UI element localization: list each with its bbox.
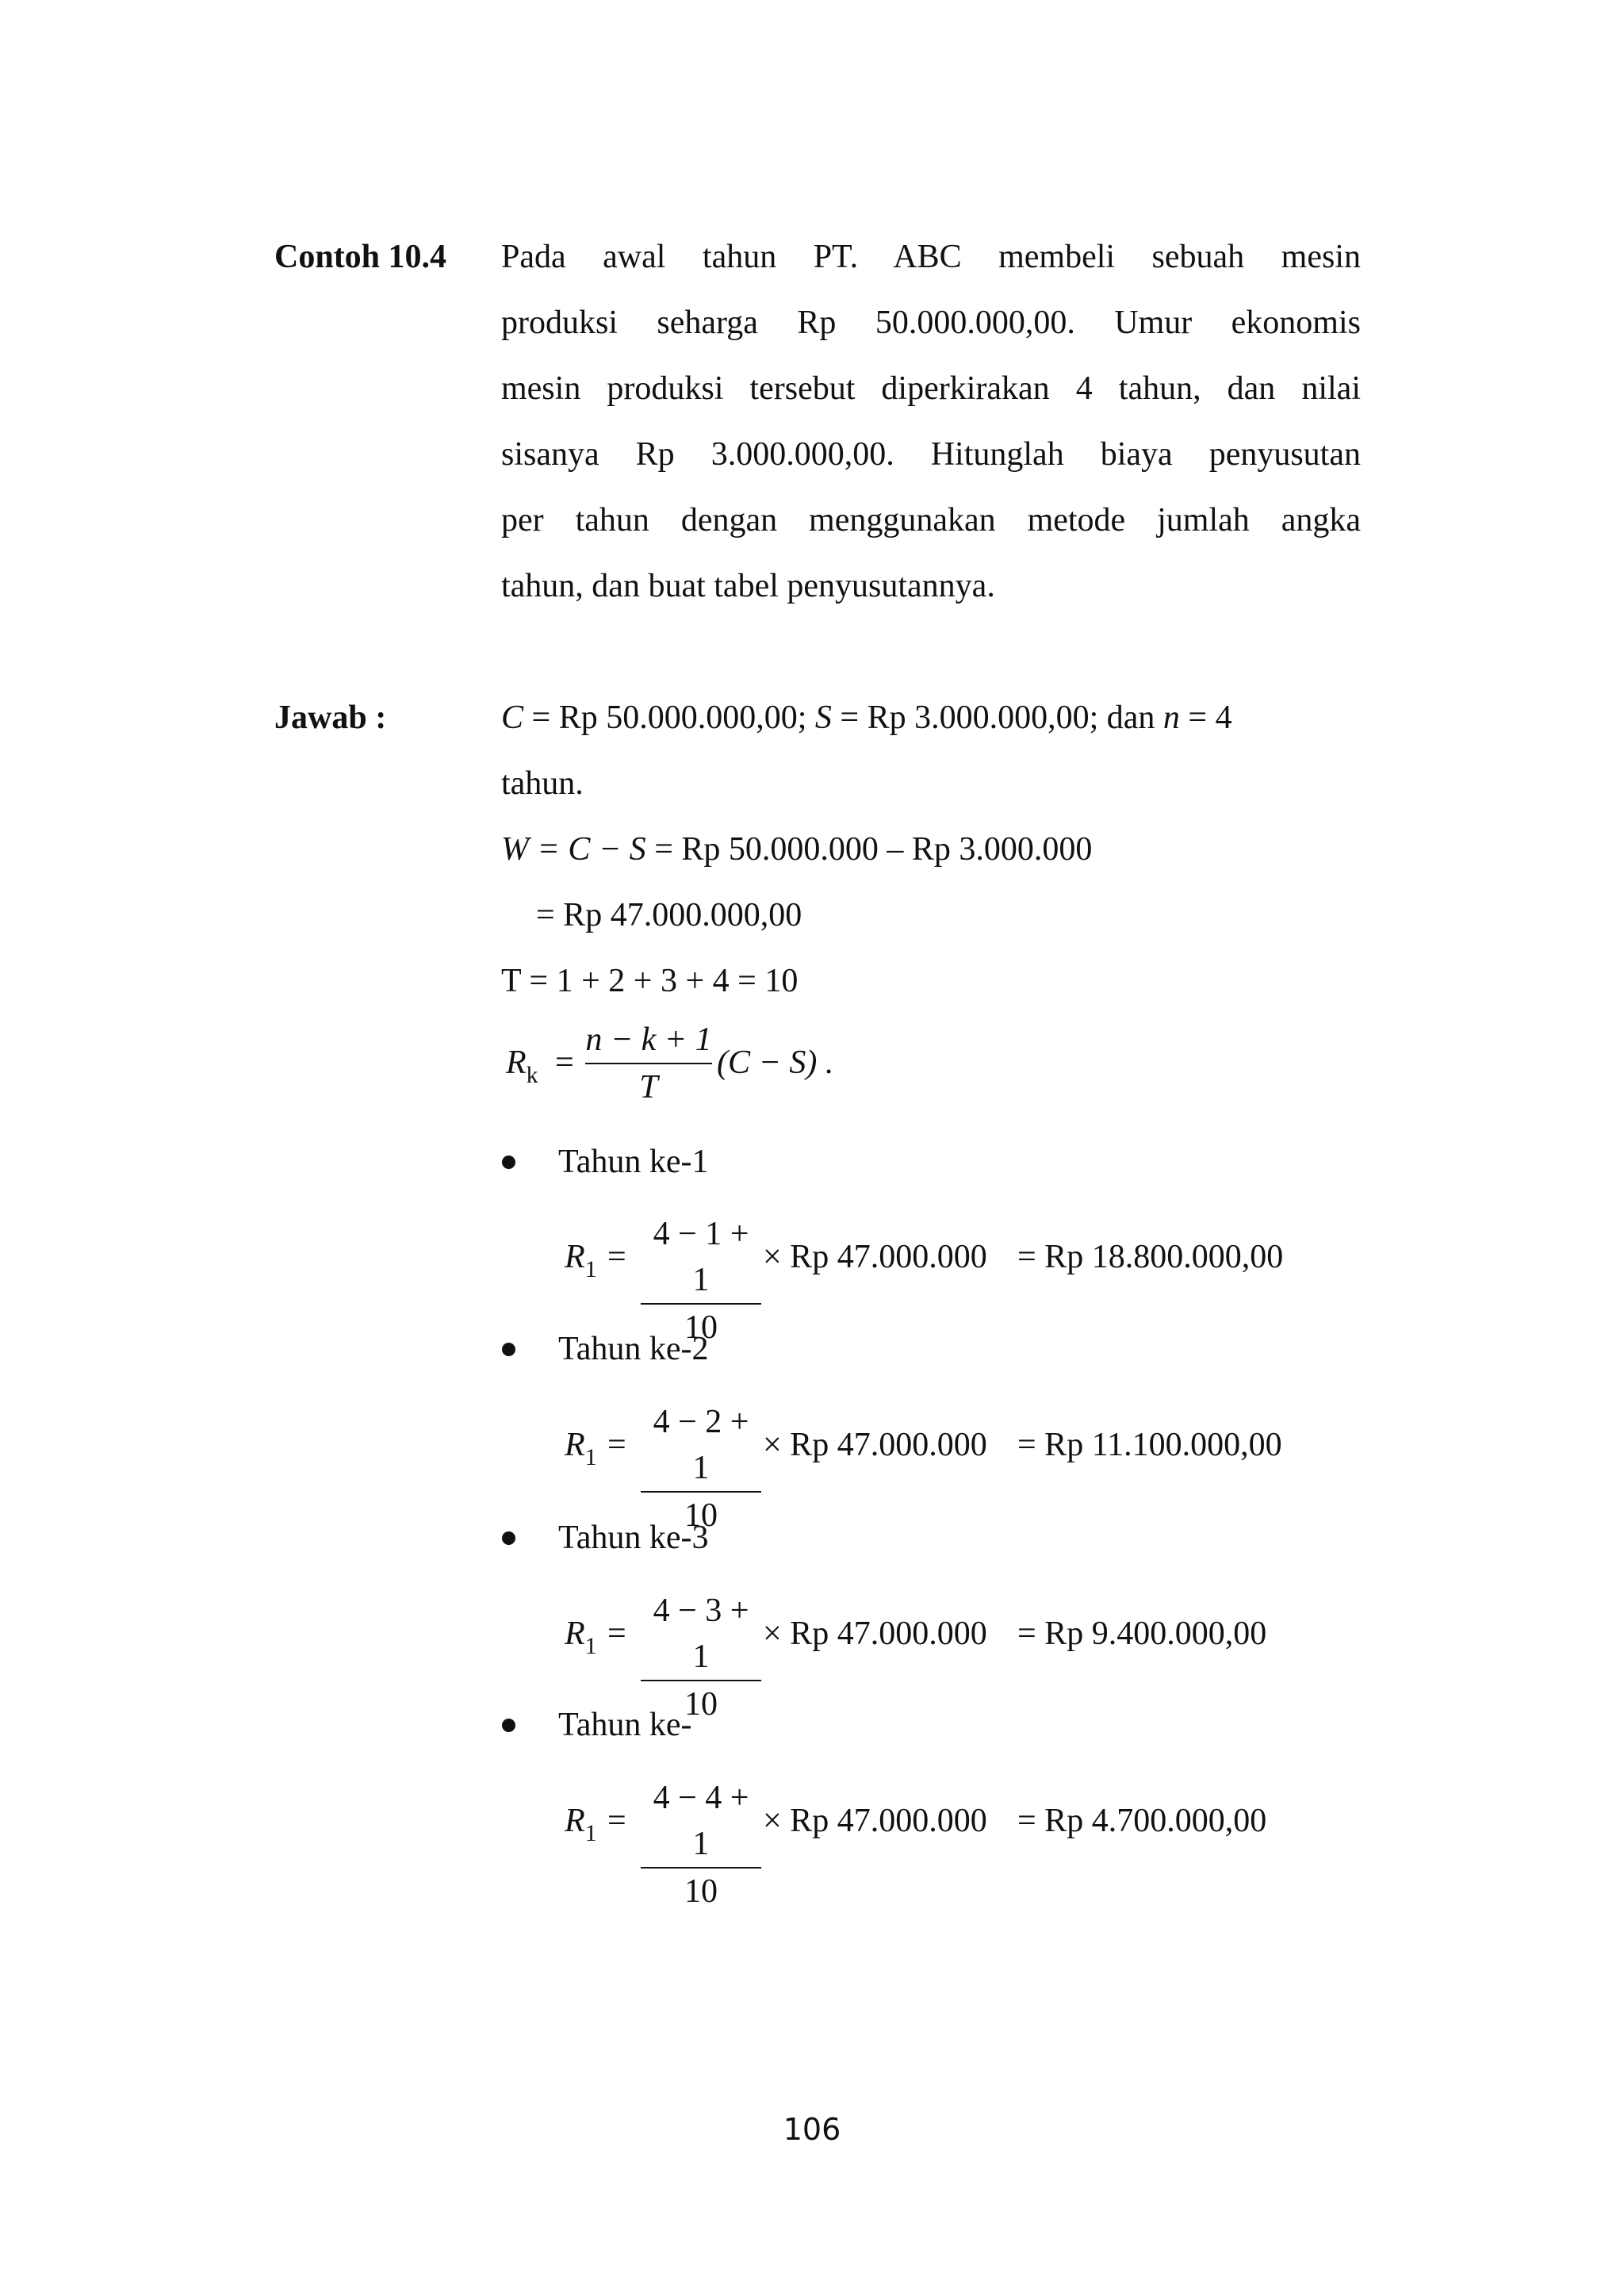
problem-line: produksi seharga Rp 50.000.000,00. Umur ekonomis (501, 305, 1361, 341)
problem-line: per tahun dengan menggunakan metode jumlah angka (501, 502, 1361, 539)
year-equals: = (607, 1239, 626, 1275)
year-symbol: R (565, 1427, 585, 1463)
year-numerator: 4 − 4 + 1 (653, 1780, 749, 1862)
bullet-icon (502, 1719, 515, 1732)
problem-line: Pada awal tahun PT. ABC membeli sebuah mesin (501, 239, 1361, 275)
formula-symbol: R (506, 1044, 527, 1081)
year-denominator: 10 (684, 1873, 718, 1910)
formula-lhs (506, 1039, 538, 1090)
value-n: = 4 (1179, 699, 1232, 736)
year-label: Tahun ke-3 (558, 1520, 709, 1556)
problem-line: sisanya Rp 3.000.000,00. Hitunglah biaya penyusutan (501, 436, 1361, 473)
t-expr: T = 1 + 2 + 3 + 4 (501, 963, 730, 999)
year-result: = Rp 4.700.000,00 (1017, 1803, 1267, 1839)
year-times: × Rp 47.000.000 (763, 1427, 987, 1463)
formula-fraction (585, 1017, 712, 1110)
given-values (501, 685, 1361, 751)
formula-equals: = (555, 1044, 574, 1081)
problem-line: mesin produksi tersebut diperkirakan 4 tahun, dan nilai (501, 370, 1361, 407)
year-lhs (565, 1610, 597, 1661)
year-denominator: 10 (684, 1497, 718, 1534)
year-result: = Rp 9.400.000,00 (1017, 1616, 1267, 1652)
year-equals: = (607, 1803, 626, 1839)
year-symbol: R (565, 1239, 585, 1275)
year-times: × Rp 47.000.000 (763, 1616, 987, 1652)
year-subscript: 1 (584, 1633, 597, 1659)
symbol-n: n (1162, 699, 1180, 736)
symbol-s: S (814, 699, 832, 736)
t-result: = 10 (729, 963, 799, 999)
year-symbol: R (565, 1616, 585, 1652)
problem-statement (501, 224, 1361, 619)
bullet-icon (502, 1343, 515, 1356)
w-equation (501, 817, 1092, 883)
answer-label: Jawab : (274, 699, 387, 736)
year-subscript: 1 (584, 1444, 597, 1470)
year-result: = Rp 11.100.000,00 (1017, 1427, 1282, 1463)
year-numerator: 4 − 1 + 1 (653, 1216, 749, 1298)
formula-numerator: n − k + 1 (585, 1021, 712, 1058)
year-lhs (565, 1421, 597, 1472)
year-lhs (565, 1797, 597, 1848)
w-result: = Rp 47.000.000,00 (536, 897, 802, 933)
formula-denominator: T (639, 1069, 658, 1106)
t-equation (501, 949, 798, 1014)
w-lhs: W = C − S (501, 831, 646, 868)
year-label: Tahun ke- (558, 1707, 692, 1743)
formula-subscript: k (526, 1062, 538, 1088)
year-label: Tahun ke-2 (558, 1331, 709, 1367)
page-number: 106 (783, 2112, 841, 2147)
year-numerator: 4 − 3 + 1 (653, 1593, 749, 1675)
value-s: = Rp 3.000.000,00; dan (831, 699, 1163, 736)
bullet-icon (502, 1531, 515, 1545)
year-times: × Rp 47.000.000 (763, 1803, 987, 1839)
year-denominator: 10 (684, 1686, 718, 1723)
bullet-icon (502, 1156, 515, 1169)
year-subscript: 1 (584, 1256, 597, 1282)
given-continuation: tahun. (501, 765, 584, 802)
year-fraction (641, 1775, 761, 1914)
year-subscript: 1 (584, 1820, 597, 1846)
w-rhs: = Rp 50.000.000 – Rp 3.000.000 (645, 831, 1093, 868)
year-label: Tahun ke-1 (558, 1144, 709, 1180)
problem-line: tahun, dan buat tabel penyusutannya. (501, 568, 995, 604)
formula-factor: (C − S) . (717, 1044, 834, 1081)
year-denominator: 10 (684, 1309, 718, 1346)
example-label: Contoh 10.4 (274, 239, 447, 275)
year-equals: = (607, 1616, 626, 1652)
year-lhs (565, 1233, 597, 1284)
value-c: = Rp 50.000.000,00; (523, 699, 815, 736)
year-equals: = (607, 1427, 626, 1463)
year-numerator: 4 − 2 + 1 (653, 1404, 749, 1486)
year-times: × Rp 47.000.000 (763, 1239, 987, 1275)
symbol-c: C (501, 699, 524, 736)
year-symbol: R (565, 1803, 585, 1839)
year-result: = Rp 18.800.000,00 (1017, 1239, 1284, 1275)
